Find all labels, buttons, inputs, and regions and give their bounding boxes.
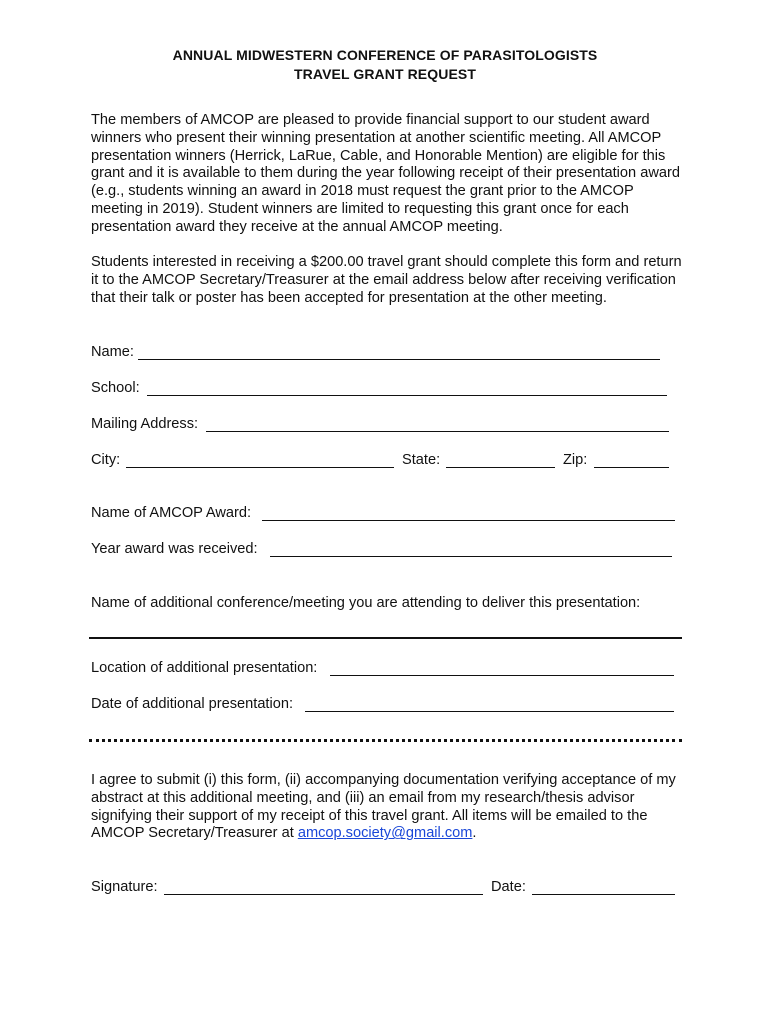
mailing-address-field[interactable] <box>206 431 669 432</box>
signature-label: Signature: <box>91 879 158 895</box>
school-label: School: <box>91 380 140 396</box>
signature-date-field[interactable] <box>532 894 675 895</box>
award-year-label: Year award was received: <box>91 541 258 557</box>
agreement-period: . <box>472 825 477 842</box>
section-divider <box>89 739 682 742</box>
zip-field[interactable] <box>594 467 669 468</box>
school-field[interactable] <box>147 395 667 396</box>
state-field[interactable] <box>446 467 555 468</box>
city-field[interactable] <box>126 467 394 468</box>
agreement-paragraph <box>91 772 683 843</box>
award-name-label: Name of AMCOP Award: <box>91 505 252 521</box>
location-field[interactable] <box>330 675 674 676</box>
additional-conference-field[interactable] <box>89 637 682 639</box>
additional-conference-label: Name of additional conference/meeting you are attending to deliver this presentation: <box>91 595 641 611</box>
signature-date-label: Date: <box>491 879 526 895</box>
instructions-paragraph: Students interested in receiving a $200.00 travel grant should complete this form and return it to the AMCOP Secretary/Treasurer at the email address below after receiving verification that their talk or poster has been accepted for presentation at the other meeting. <box>91 254 682 306</box>
mailing-address-label: Mailing Address: <box>91 416 199 432</box>
agreement-text: I agree to submit (i) this form, (ii) accompanying documentation verifying acceptance of my abstract at this additional meeting, and (iii) an email from my research/thesis advisor signifying their support of my receipt of this travel grant. All items will be emailed to the AMCOP Secretary/Treasurer at <box>91 772 676 842</box>
state-label: State: <box>402 452 441 468</box>
form-title: ANNUAL MIDWESTERN CONFERENCE OF PARASITOLOGISTS <box>172 47 598 63</box>
location-label: Location of additional presentation: <box>91 660 318 676</box>
award-name-field[interactable] <box>262 520 675 521</box>
date-presentation-label: Date of additional presentation: <box>91 696 294 712</box>
email-link[interactable]: amcop.society@gmail.com <box>297 825 473 842</box>
city-label: City: <box>91 452 121 468</box>
name-label: Name: <box>91 344 134 360</box>
zip-label: Zip: <box>563 452 588 468</box>
award-year-field[interactable] <box>270 556 672 557</box>
name-field[interactable] <box>138 359 660 360</box>
signature-field[interactable] <box>164 894 483 895</box>
intro-paragraph: The members of AMCOP are pleased to provide financial support to our student award winners who present their winning presentation at another scientific meeting. All AMCOP presentation winners (Herrick, LaRue, Cable, and Honorable Mention) are eligible for this grant and it is available to them during the year following receipt of their presentation award (e.g., students winning an award in 2018 must request the grant prior to the AMCOP meeting in 2019). Student winners are limited to requesting this grant once for each presentation award they receive at the annual AMCOP meeting. <box>91 112 680 235</box>
form-subtitle: TRAVEL GRANT REQUEST <box>294 66 476 82</box>
date-presentation-field[interactable] <box>305 711 674 712</box>
